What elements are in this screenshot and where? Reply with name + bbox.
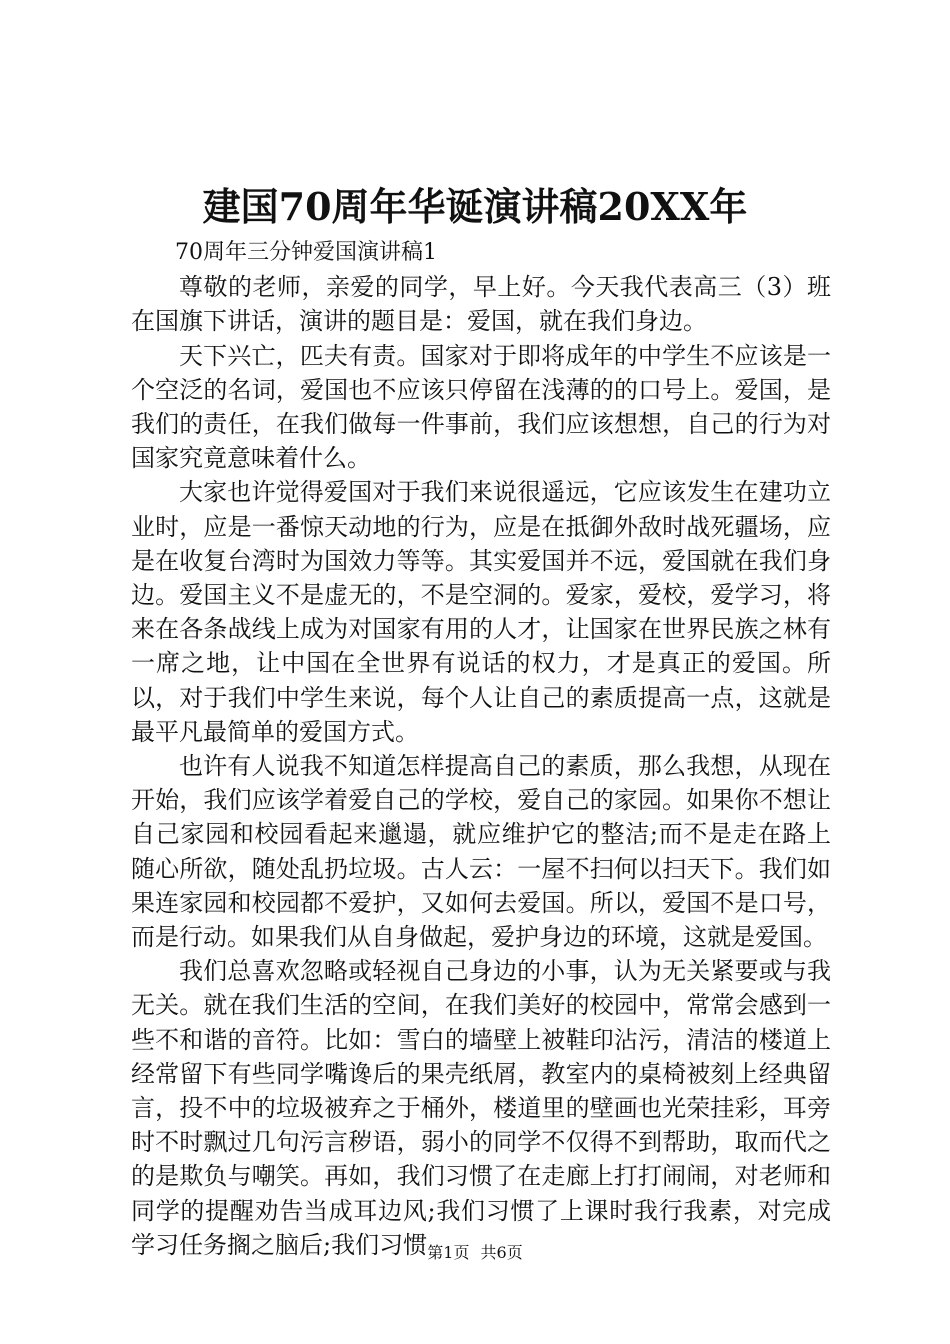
document-body — [131, 236, 831, 1262]
paragraph: 大家也许觉得爱国对于我们来说很遥远，它应该发生在建功立业时，应是一番惊天动地的行为，应是在抵御外敌时战死疆场，应是在收复台湾时为国效力等等。其实爱国并不远，爱国就在我们身边。爱国主义不是虚无的，不是空洞的。爱家，爱校，爱学习，将来在各条战线上成为对国家有用的人才，让国家在世界民族之林有一席之地，让中国在全世界有说话的权力，才是真正的爱国。所以，对于我们中学生来说，每个人让自己的素质提高一点，这就是最平凡最简单的爱国方式。 — [131, 478, 831, 746]
page-number: 第1页 — [427, 1243, 470, 1262]
page-footer — [0, 1242, 950, 1264]
paragraph: 天下兴亡，匹夫有责。国家对于即将成年的中学生不应该是一个空泛的名词，爱国也不应该只停留在浅薄的的口号上。爱国，是我们的责任，在我们做每一件事前，我们应该想想，自己的行为对国家究竟意味着什么。 — [131, 341, 831, 473]
paragraph: 也许有人说我不知道怎样提高自己的素质，那么我想，从现在开始，我们应该学着爱自己的学校，爱自己的家园。如果你不想让自己家园和校园看起来邋遢，就应维护它的整洁;而不是走在路上随心所欲，随处乱扔垃圾。古人云：一屋不扫何以扫天下。我们如果连家园和校园都不爱护，又如何去爱国。所以，爱国不是口号，而是行动。如果我们从自身做起，爱护身边的环境，这就是爱国。 — [131, 752, 831, 952]
page-total: 共6页 — [480, 1243, 523, 1262]
speech-subheading: 70周年三分钟爱国演讲稿1 — [175, 240, 437, 265]
paragraph: 尊敬的老师，亲爱的同学，早上好。今天我代表高三（3）班在国旗下讲话，演讲的题目是：爱国，就在我们身边。 — [131, 273, 831, 336]
document-title: 建国70周年华诞演讲稿20XX年 — [202, 184, 748, 229]
paragraph: 我们总喜欢忽略或轻视自己身边的小事，认为无关紧要或与我无关。就在我们生活的空间，在我们美好的校园中，常常会感到一些不和谐的音符。比如：雪白的墙壁上被鞋印沾污，清洁的楼道上经常留下有些同学嘴谗后的果壳纸屑，教室内的桌椅被刻上经典留言，投不中的垃圾被弃之于桶外，楼道里的壁画也光荣挂彩，耳旁时不时飘过几句污言秽语，弱小的同学不仅得不到帮助，取而代之的是欺负与嘲笑。再如，我们习惯了在走廊上打打闹闹，对老师和同学的提醒劝告当成耳边风;我们习惯了上课时我行我素，对完成学习任务搁之脑后;我们习惯 — [131, 957, 831, 1259]
